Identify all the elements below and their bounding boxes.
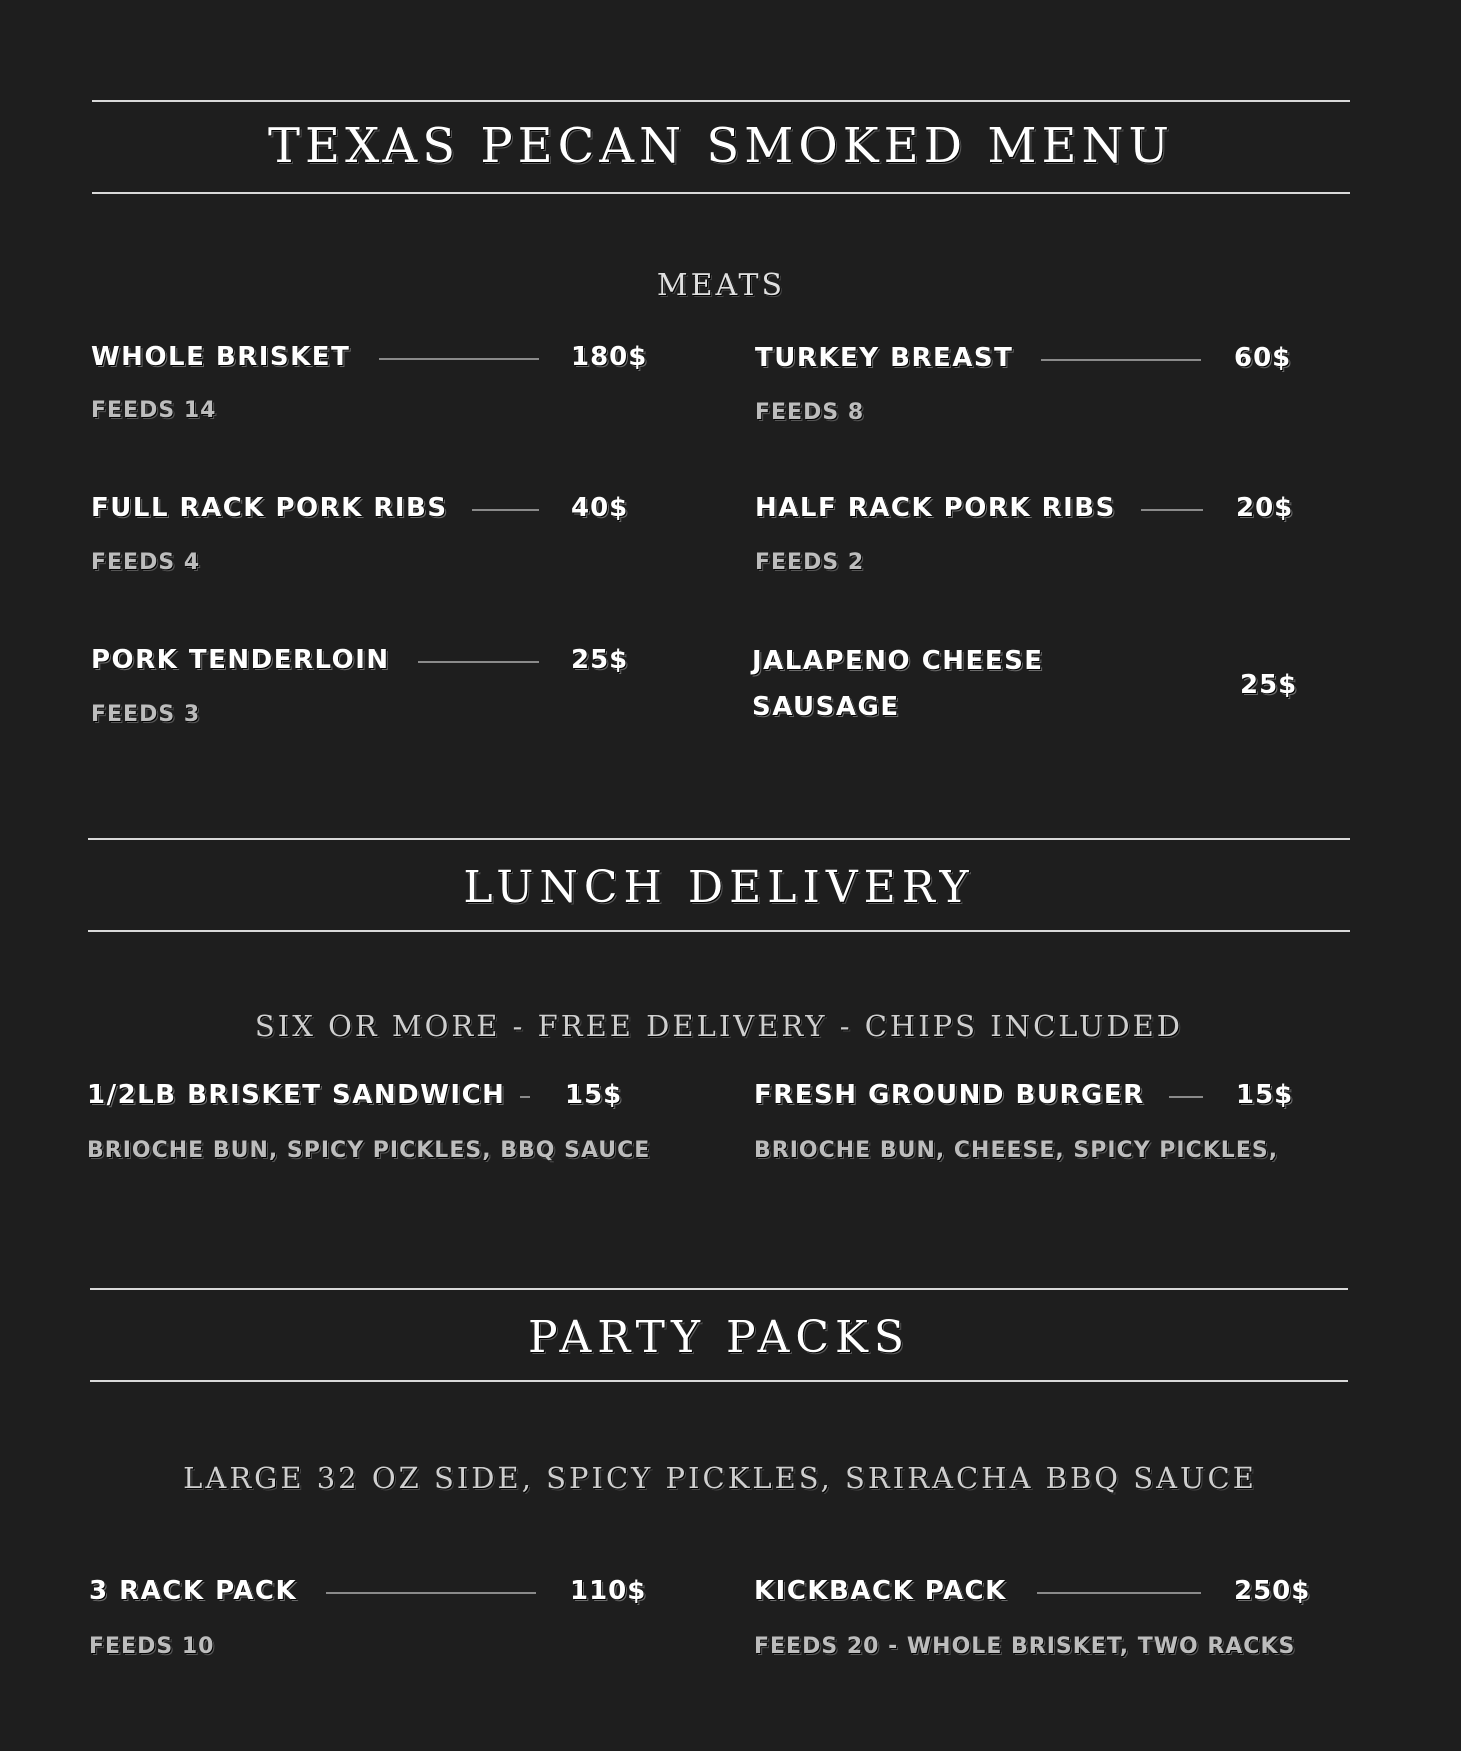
leader-line <box>379 358 539 360</box>
party-bottom-rule <box>90 1380 1348 1382</box>
meat-item-price: 180$ <box>571 342 648 372</box>
meat-item-name: TURKEY BREAST <box>755 343 1014 373</box>
lunch-item-price: 15$ <box>1236 1080 1294 1110</box>
party-subhead: LARGE 32 OZ SIDE, SPICY PICKLES, SRIRACHA BBQ SAUCE <box>183 1461 1257 1495</box>
meat-item-desc: FEEDS 8 <box>755 400 865 425</box>
meat-item-price: 20$ <box>1236 493 1294 523</box>
party-item-price: 250$ <box>1234 1576 1311 1606</box>
meat-item-price: 60$ <box>1234 343 1292 373</box>
lunch-bottom-rule <box>88 930 1350 932</box>
lunch-item-name: 1/2LB BRISKET SANDWICH <box>87 1080 506 1110</box>
leader-line <box>1037 1592 1201 1594</box>
party-item-name: KICKBACK PACK <box>754 1576 1007 1606</box>
party-top-rule <box>90 1288 1348 1290</box>
meat-item-name: JALAPENO CHEESE SAUSAGE <box>752 646 1044 722</box>
lunch-subhead: SIX OR MORE - FREE DELIVERY - CHIPS INCLUDED <box>254 1009 1184 1043</box>
meats-heading: MEATS <box>656 268 786 303</box>
page-title: TEXAS PECAN SMOKED MENU <box>268 118 1174 174</box>
meat-item-price: 25$ <box>1240 670 1298 700</box>
meat-item-name: HALF RACK PORK RIBS <box>755 493 1116 523</box>
leader-line <box>326 1592 536 1594</box>
meat-item-desc: FEEDS 2 <box>755 550 865 575</box>
lunch-top-rule <box>88 838 1350 840</box>
meat-item-desc: FEEDS 4 <box>91 550 201 575</box>
lunch-title: LUNCH DELIVERY <box>463 862 975 913</box>
meat-item-name: FULL RACK PORK RIBS <box>91 493 448 523</box>
title-top-rule <box>92 100 1350 102</box>
meat-item-desc: FEEDS 3 <box>91 702 201 727</box>
meat-item-price: 40$ <box>571 493 629 523</box>
meat-item-desc: FEEDS 14 <box>91 398 217 423</box>
lunch-item-desc: BRIOCHE BUN, CHEESE, SPICY PICKLES, <box>754 1138 1279 1163</box>
lunch-item-desc: BRIOCHE BUN, SPICY PICKLES, BBQ SAUCE <box>87 1138 651 1163</box>
lunch-item-price: 15$ <box>565 1080 623 1110</box>
leader-line <box>520 1096 530 1098</box>
meat-item-name: PORK TENDERLOIN <box>91 645 390 675</box>
party-item-desc: FEEDS 10 <box>89 1634 215 1659</box>
title-bottom-rule <box>92 192 1350 194</box>
leader-line <box>472 509 539 511</box>
meat-item-price: 25$ <box>571 645 629 675</box>
leader-line <box>1141 509 1203 511</box>
party-item-price: 110$ <box>570 1576 647 1606</box>
party-title: PARTY PACKS <box>527 1312 911 1363</box>
lunch-item-name: FRESH GROUND BURGER <box>754 1080 1145 1110</box>
leader-line <box>1169 1096 1203 1098</box>
party-item-name: 3 RACK PACK <box>89 1576 298 1606</box>
party-item-desc: FEEDS 20 - WHOLE BRISKET, TWO RACKS <box>754 1634 1296 1659</box>
leader-line <box>1041 359 1201 361</box>
leader-line <box>418 661 539 663</box>
meat-item-name: WHOLE BRISKET <box>91 342 351 372</box>
